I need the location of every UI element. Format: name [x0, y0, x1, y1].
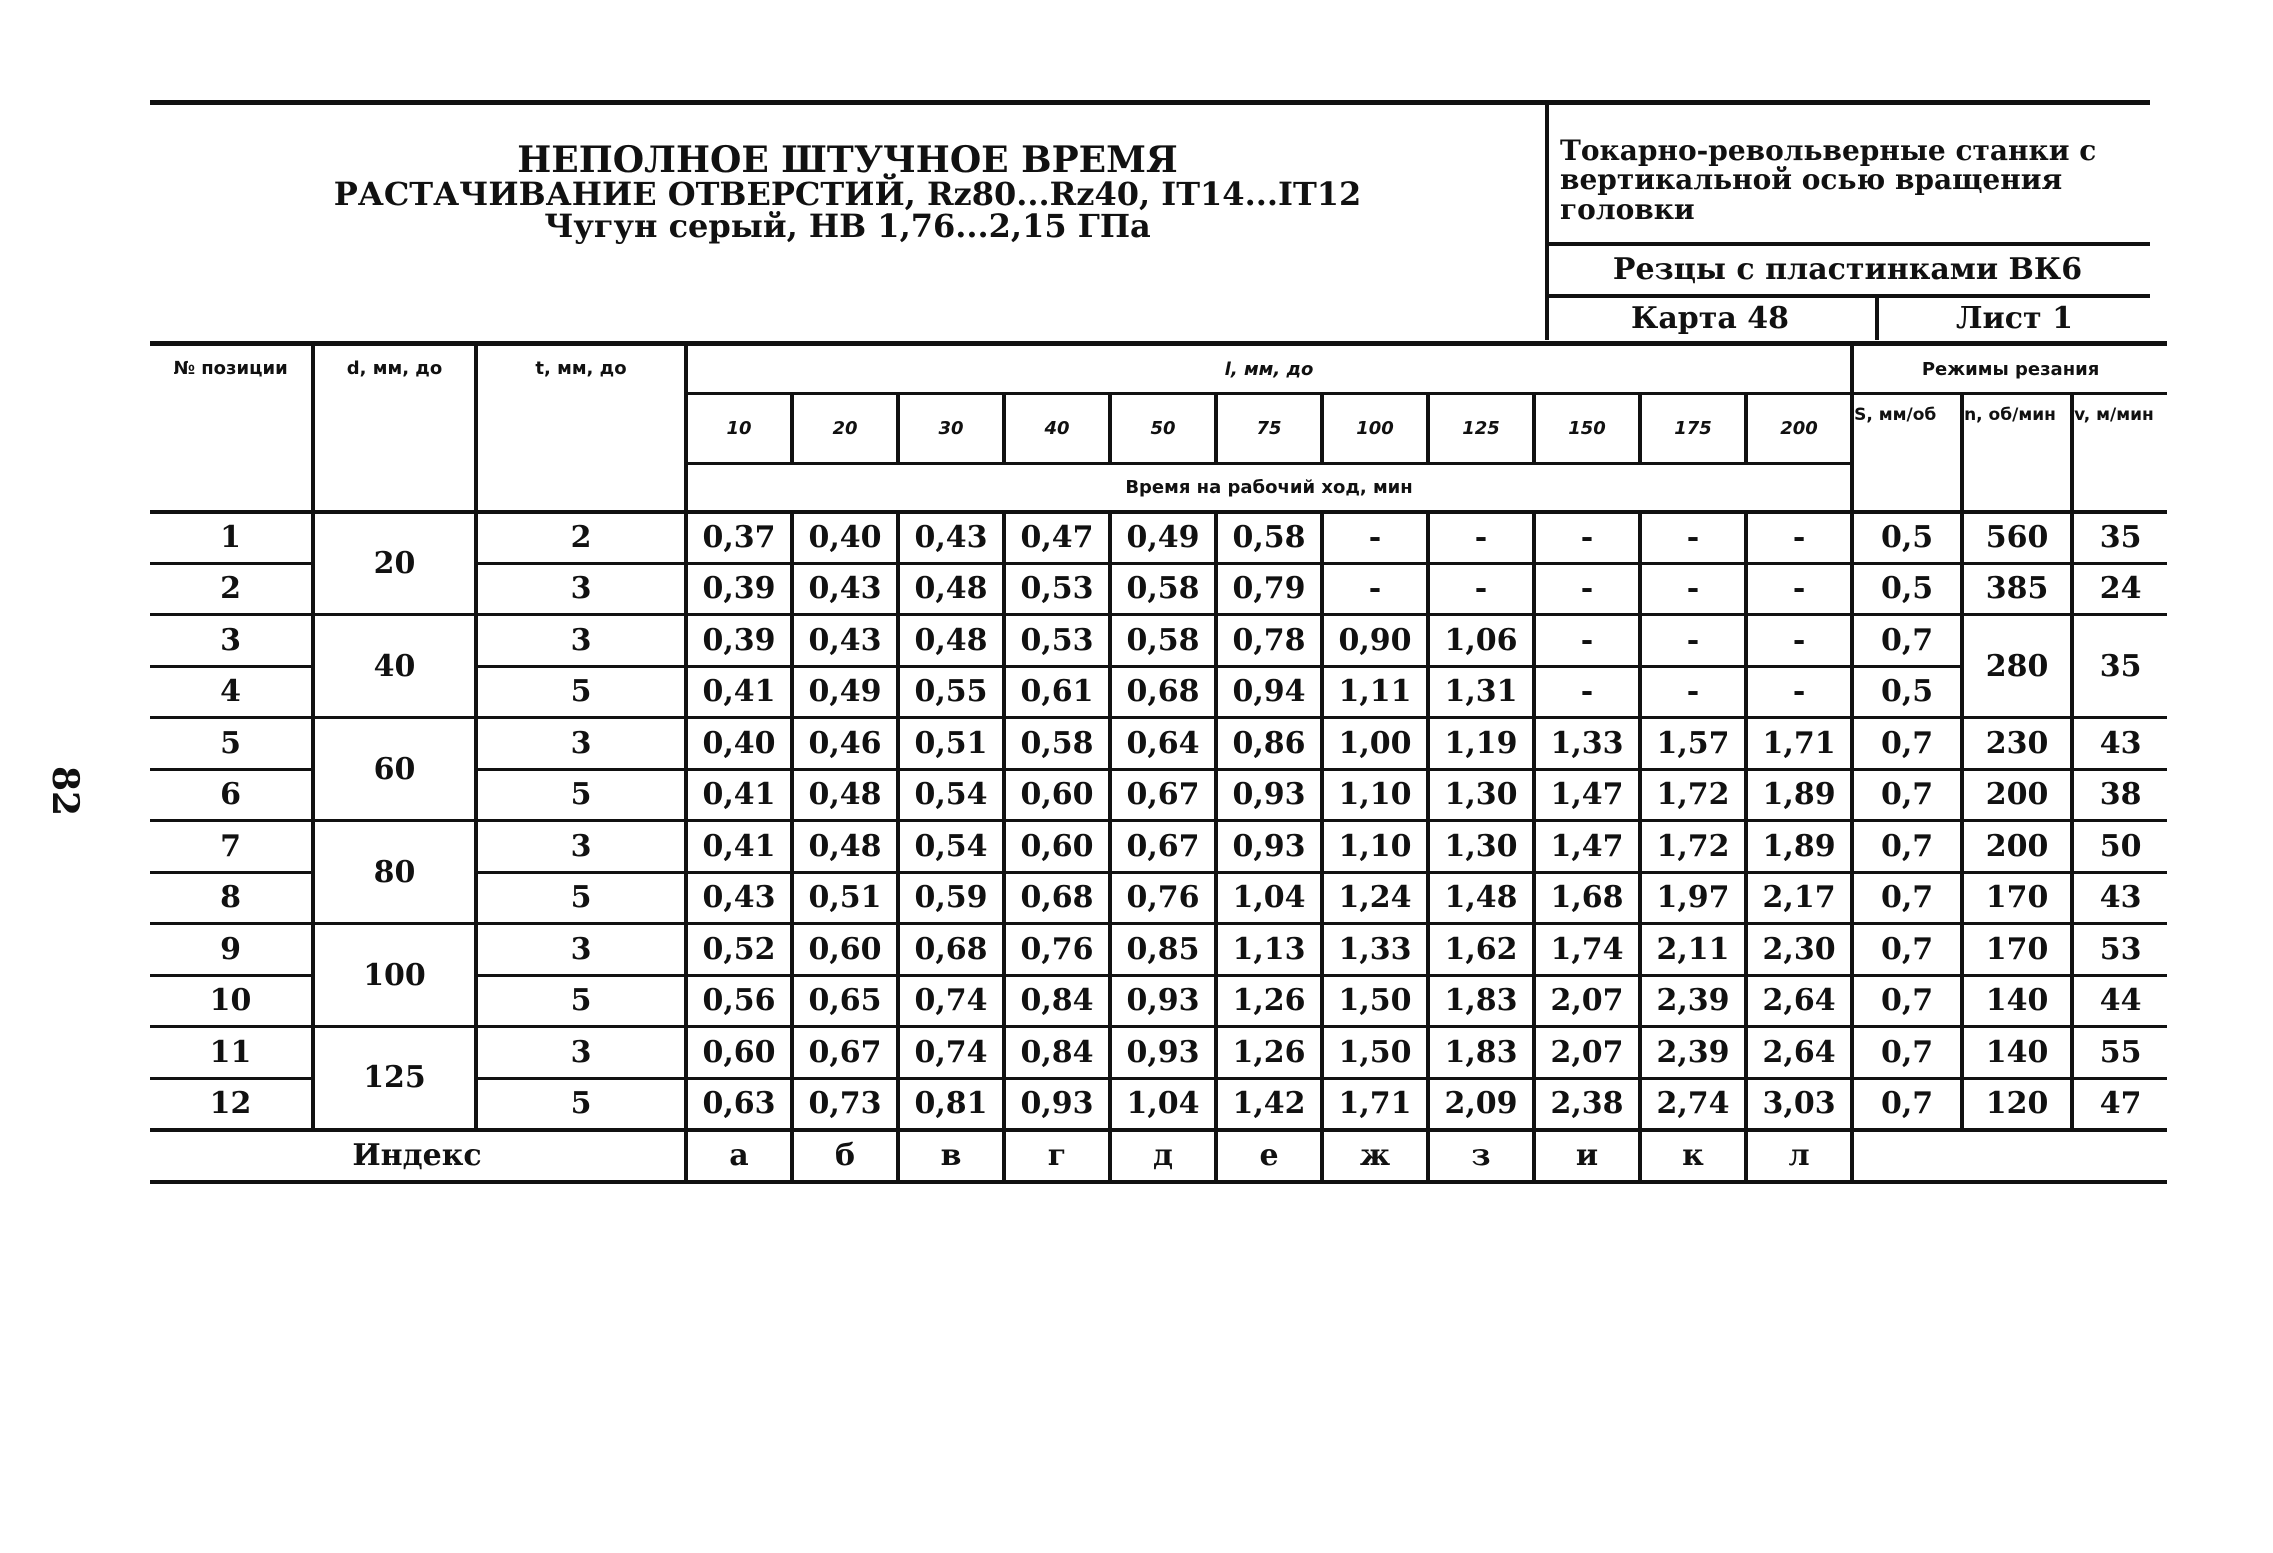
n-cell: 170 [1962, 924, 2072, 976]
time-cell: 0,90 [1322, 615, 1428, 667]
time-cell: 0,84 [1004, 1027, 1110, 1079]
time-cell: 1,89 [1746, 769, 1852, 821]
n-cell: 385 [1962, 563, 2072, 615]
time-cell: 1,04 [1216, 872, 1322, 924]
time-cell: 1,83 [1428, 1027, 1534, 1079]
time-cell: 0,48 [898, 563, 1004, 615]
time-cell: 1,24 [1322, 872, 1428, 924]
time-cell: 1,30 [1428, 769, 1534, 821]
v-cell: 50 [2072, 821, 2167, 873]
l-value: 150 [1534, 394, 1640, 464]
card-title [150, 139, 1545, 245]
time-cell: - [1534, 563, 1640, 615]
time-cell: 2,30 [1746, 924, 1852, 976]
time-cell: 0,93 [1110, 1027, 1216, 1079]
s-cell: 0,5 [1852, 563, 1962, 615]
time-cell: - [1534, 512, 1640, 564]
n-cell: 140 [1962, 975, 2072, 1027]
time-cell: 0,51 [792, 872, 898, 924]
time-cell: 1,47 [1534, 769, 1640, 821]
s-cell: 0,7 [1852, 769, 1962, 821]
time-cell: 1,26 [1216, 1027, 1322, 1079]
time-cell: 1,57 [1640, 718, 1746, 770]
s-cell: 0,7 [1852, 872, 1962, 924]
index-letter: л [1746, 1130, 1852, 1182]
time-cell: 0,81 [898, 1078, 1004, 1130]
col-d: d, мм, до [313, 344, 476, 512]
t-cell: 2 [476, 512, 686, 564]
position-cell: 4 [150, 666, 313, 718]
s-cell: 0,7 [1852, 1027, 1962, 1079]
time-cell: - [1746, 666, 1852, 718]
d-cell: 100 [313, 924, 476, 1027]
t-cell: 5 [476, 666, 686, 718]
time-cell: 0,40 [686, 718, 792, 770]
time-cell: 3,03 [1746, 1078, 1852, 1130]
time-cell: 1,62 [1428, 924, 1534, 976]
t-cell: 3 [476, 1027, 686, 1079]
title-line-1: НЕПОЛНОЕ ШТУЧНОЕ ВРЕМЯ [517, 139, 1178, 181]
index-letter: а [686, 1130, 792, 1182]
time-cell: 0,58 [1216, 512, 1322, 564]
l-value: 125 [1428, 394, 1534, 464]
time-cell: 0,94 [1216, 666, 1322, 718]
time-cell: 0,53 [1004, 615, 1110, 667]
time-cell: - [1534, 666, 1640, 718]
time-cell: 2,74 [1640, 1078, 1746, 1130]
v-cell: 43 [2072, 872, 2167, 924]
index-letter: б [792, 1130, 898, 1182]
time-cell: 0,58 [1004, 718, 1110, 770]
d-cell: 60 [313, 718, 476, 821]
time-cell: 2,17 [1746, 872, 1852, 924]
time-cell: 2,64 [1746, 975, 1852, 1027]
time-cell: 0,60 [686, 1027, 792, 1079]
time-caption: Время на рабочий ход, мин [686, 464, 1852, 512]
index-letter: в [898, 1130, 1004, 1182]
time-cell: - [1640, 615, 1746, 667]
time-cell: 0,54 [898, 821, 1004, 873]
time-cell: 0,93 [1216, 769, 1322, 821]
position-cell: 8 [150, 872, 313, 924]
time-cell: 1,48 [1428, 872, 1534, 924]
time-cell: 1,47 [1534, 821, 1640, 873]
time-cell: 2,64 [1746, 1027, 1852, 1079]
time-cell: 1,83 [1428, 975, 1534, 1027]
s-cell: 0,7 [1852, 975, 1962, 1027]
time-cell: 0,53 [1004, 563, 1110, 615]
time-cell: 0,93 [1004, 1078, 1110, 1130]
time-cell: 1,89 [1746, 821, 1852, 873]
l-value: 75 [1216, 394, 1322, 464]
time-cell: - [1746, 512, 1852, 564]
table-row [150, 1027, 2167, 1079]
time-cell: 2,11 [1640, 924, 1746, 976]
position-cell: 10 [150, 975, 313, 1027]
table-row [150, 615, 2167, 667]
d-cell: 125 [313, 1027, 476, 1130]
time-cell: 0,68 [1004, 872, 1110, 924]
time-cell: 0,73 [792, 1078, 898, 1130]
position-cell: 11 [150, 1027, 313, 1079]
time-table [150, 341, 2167, 1184]
position-cell: 6 [150, 769, 313, 821]
col-position: № позиции [150, 344, 313, 512]
time-cell: 1,74 [1534, 924, 1640, 976]
time-cell: 1,06 [1428, 615, 1534, 667]
s-cell: 0,7 [1852, 615, 1962, 667]
time-cell: 0,55 [898, 666, 1004, 718]
l-value: 50 [1110, 394, 1216, 464]
time-cell: 1,71 [1746, 718, 1852, 770]
time-cell: 0,60 [1004, 769, 1110, 821]
time-cell: - [1640, 666, 1746, 718]
time-cell: 0,46 [792, 718, 898, 770]
time-cell: - [1322, 512, 1428, 564]
card-header [150, 100, 2150, 340]
position-cell: 3 [150, 615, 313, 667]
n-cell: 200 [1962, 769, 2072, 821]
time-cell: 0,68 [898, 924, 1004, 976]
d-cell: 20 [313, 512, 476, 615]
col-s: S, мм/об [1852, 394, 1962, 512]
time-cell: 0,84 [1004, 975, 1110, 1027]
time-cell: 1,71 [1322, 1078, 1428, 1130]
col-modes: Режимы резания [1852, 344, 2167, 394]
title-line-2: РАСТАЧИВАНИЕ ОТВЕРСТИЙ, Rz80...Rz40, IT14...IT12 [333, 175, 1362, 213]
time-cell: 1,31 [1428, 666, 1534, 718]
n-cell: 120 [1962, 1078, 2072, 1130]
time-cell: 0,93 [1110, 975, 1216, 1027]
table-row [150, 512, 2167, 564]
t-cell: 3 [476, 718, 686, 770]
l-value: 100 [1322, 394, 1428, 464]
time-cell: 0,67 [1110, 769, 1216, 821]
time-cell: 0,51 [898, 718, 1004, 770]
time-cell: 0,86 [1216, 718, 1322, 770]
time-cell: 2,07 [1534, 975, 1640, 1027]
position-cell: 7 [150, 821, 313, 873]
time-cell: 1,42 [1216, 1078, 1322, 1130]
index-label: Индекс [352, 1138, 482, 1173]
col-l: l, мм, до [686, 344, 1852, 394]
n-cell: 140 [1962, 1027, 2072, 1079]
n-cell: 230 [1962, 718, 2072, 770]
col-t: t, мм, до [476, 344, 686, 512]
time-cell: 1,13 [1216, 924, 1322, 976]
time-cell: - [1640, 512, 1746, 564]
d-cell: 40 [313, 615, 476, 718]
l-value: 30 [898, 394, 1004, 464]
v-cell: 35 [2072, 512, 2167, 564]
v-cell: 24 [2072, 563, 2167, 615]
time-cell: 0,63 [686, 1078, 792, 1130]
s-cell: 0,7 [1852, 924, 1962, 976]
time-cell: 0,78 [1216, 615, 1322, 667]
machine-type: Токарно-револьверные станки с вертикальной осью вращения головки [1560, 134, 2097, 226]
t-cell: 5 [476, 769, 686, 821]
time-cell: 0,93 [1216, 821, 1322, 873]
time-cell: 2,39 [1640, 1027, 1746, 1079]
time-cell: 1,19 [1428, 718, 1534, 770]
time-cell: - [1534, 615, 1640, 667]
index-letter: е [1216, 1130, 1322, 1182]
time-cell: 0,41 [686, 821, 792, 873]
time-cell: 0,37 [686, 512, 792, 564]
time-cell: 0,74 [898, 975, 1004, 1027]
time-cell: 0,60 [792, 924, 898, 976]
time-cell: 0,67 [792, 1027, 898, 1079]
time-cell: 0,54 [898, 769, 1004, 821]
n-cell: 170 [1962, 872, 2072, 924]
t-cell: 5 [476, 872, 686, 924]
index-letter: и [1534, 1130, 1640, 1182]
v-cell: 55 [2072, 1027, 2167, 1079]
time-cell: 1,30 [1428, 821, 1534, 873]
time-cell: 0,58 [1110, 615, 1216, 667]
index-letter: д [1110, 1130, 1216, 1182]
time-cell: 1,26 [1216, 975, 1322, 1027]
v-cell: 53 [2072, 924, 2167, 976]
time-cell: 1,10 [1322, 821, 1428, 873]
index-letter: з [1428, 1130, 1534, 1182]
table-row [150, 924, 2167, 976]
position-cell: 9 [150, 924, 313, 976]
time-cell: 0,68 [1110, 666, 1216, 718]
index-letter: ж [1322, 1130, 1428, 1182]
time-cell: 1,33 [1534, 718, 1640, 770]
time-cell: 0,52 [686, 924, 792, 976]
n-cell: 560 [1962, 512, 2072, 564]
position-cell: 1 [150, 512, 313, 564]
time-cell: 0,43 [898, 512, 1004, 564]
s-cell: 0,5 [1852, 666, 1962, 718]
time-cell: 0,67 [1110, 821, 1216, 873]
time-cell: 0,39 [686, 563, 792, 615]
time-cell: 0,43 [686, 872, 792, 924]
t-cell: 3 [476, 615, 686, 667]
time-cell: 0,47 [1004, 512, 1110, 564]
time-cell: 0,40 [792, 512, 898, 564]
time-cell: 0,48 [792, 769, 898, 821]
time-cell: 0,59 [898, 872, 1004, 924]
v-cell: 38 [2072, 769, 2167, 821]
time-cell: 0,43 [792, 615, 898, 667]
v-cell: 47 [2072, 1078, 2167, 1130]
position-cell: 5 [150, 718, 313, 770]
time-cell: 0,48 [792, 821, 898, 873]
tool-type: Резцы с пластинками ВК6 [1612, 252, 2083, 287]
s-cell: 0,7 [1852, 821, 1962, 873]
time-cell: 0,49 [792, 666, 898, 718]
t-cell: 3 [476, 563, 686, 615]
l-value: 10 [686, 394, 792, 464]
time-cell: - [1746, 615, 1852, 667]
t-cell: 5 [476, 975, 686, 1027]
s-cell: 0,7 [1852, 718, 1962, 770]
position-cell: 12 [150, 1078, 313, 1130]
time-cell: 2,38 [1534, 1078, 1640, 1130]
time-cell: 2,09 [1428, 1078, 1534, 1130]
t-cell: 3 [476, 924, 686, 976]
t-cell: 3 [476, 821, 686, 873]
v-cell: 43 [2072, 718, 2167, 770]
top-rule [150, 100, 2150, 105]
title-line-3: Чугун серый, НВ 1,76...2,15 ГПа [544, 207, 1151, 245]
time-cell: 1,50 [1322, 975, 1428, 1027]
l-value: 20 [792, 394, 898, 464]
time-cell: 0,65 [792, 975, 898, 1027]
time-cell: 0,58 [1110, 563, 1216, 615]
n-cell: 200 [1962, 821, 2072, 873]
l-value: 40 [1004, 394, 1110, 464]
time-cell: 2,07 [1534, 1027, 1640, 1079]
time-cell: 1,72 [1640, 821, 1746, 873]
v-cell: 44 [2072, 975, 2167, 1027]
table-row [150, 718, 2167, 770]
time-cell: 0,61 [1004, 666, 1110, 718]
time-cell: 0,64 [1110, 718, 1216, 770]
col-v: v, м/мин [2072, 394, 2167, 512]
time-cell: - [1428, 512, 1534, 564]
time-cell: - [1746, 563, 1852, 615]
l-value: 200 [1746, 394, 1852, 464]
index-letter: к [1640, 1130, 1746, 1182]
v-cell: 35 [2072, 615, 2167, 718]
time-cell: 0,43 [792, 563, 898, 615]
time-cell: 1,00 [1322, 718, 1428, 770]
time-cell: 0,39 [686, 615, 792, 667]
time-cell: 1,50 [1322, 1027, 1428, 1079]
table-body [150, 512, 2167, 1130]
index-letter: г [1004, 1130, 1110, 1182]
time-cell: 2,39 [1640, 975, 1746, 1027]
time-cell: 1,04 [1110, 1078, 1216, 1130]
time-cell: 0,76 [1110, 872, 1216, 924]
time-cell: 1,68 [1534, 872, 1640, 924]
time-cell: 0,60 [1004, 821, 1110, 873]
time-cell: 1,11 [1322, 666, 1428, 718]
time-cell: 0,85 [1110, 924, 1216, 976]
time-cell: 0,41 [686, 666, 792, 718]
time-cell: 0,74 [898, 1027, 1004, 1079]
s-cell: 0,5 [1852, 512, 1962, 564]
time-cell: - [1640, 563, 1746, 615]
table-row [150, 821, 2167, 873]
time-cell: 1,33 [1322, 924, 1428, 976]
time-cell: 0,41 [686, 769, 792, 821]
page-number: 82 [44, 765, 87, 817]
s-cell: 0,7 [1852, 1078, 1962, 1130]
time-cell: 1,10 [1322, 769, 1428, 821]
col-n: n, об/мин [1962, 394, 2072, 512]
time-cell: - [1428, 563, 1534, 615]
time-cell: 0,76 [1004, 924, 1110, 976]
time-cell: 0,49 [1110, 512, 1216, 564]
n-cell: 280 [1962, 615, 2072, 718]
time-cell: 0,48 [898, 615, 1004, 667]
time-cell: 1,97 [1640, 872, 1746, 924]
sheet-number: Лист 1 [1956, 301, 2073, 336]
l-value: 175 [1640, 394, 1746, 464]
t-cell: 5 [476, 1078, 686, 1130]
time-cell: 0,79 [1216, 563, 1322, 615]
time-cell: 1,72 [1640, 769, 1746, 821]
position-cell: 2 [150, 563, 313, 615]
time-cell: 0,56 [686, 975, 792, 1027]
d-cell: 80 [313, 821, 476, 924]
time-cell: - [1322, 563, 1428, 615]
card-number: Карта 48 [1631, 301, 1789, 336]
